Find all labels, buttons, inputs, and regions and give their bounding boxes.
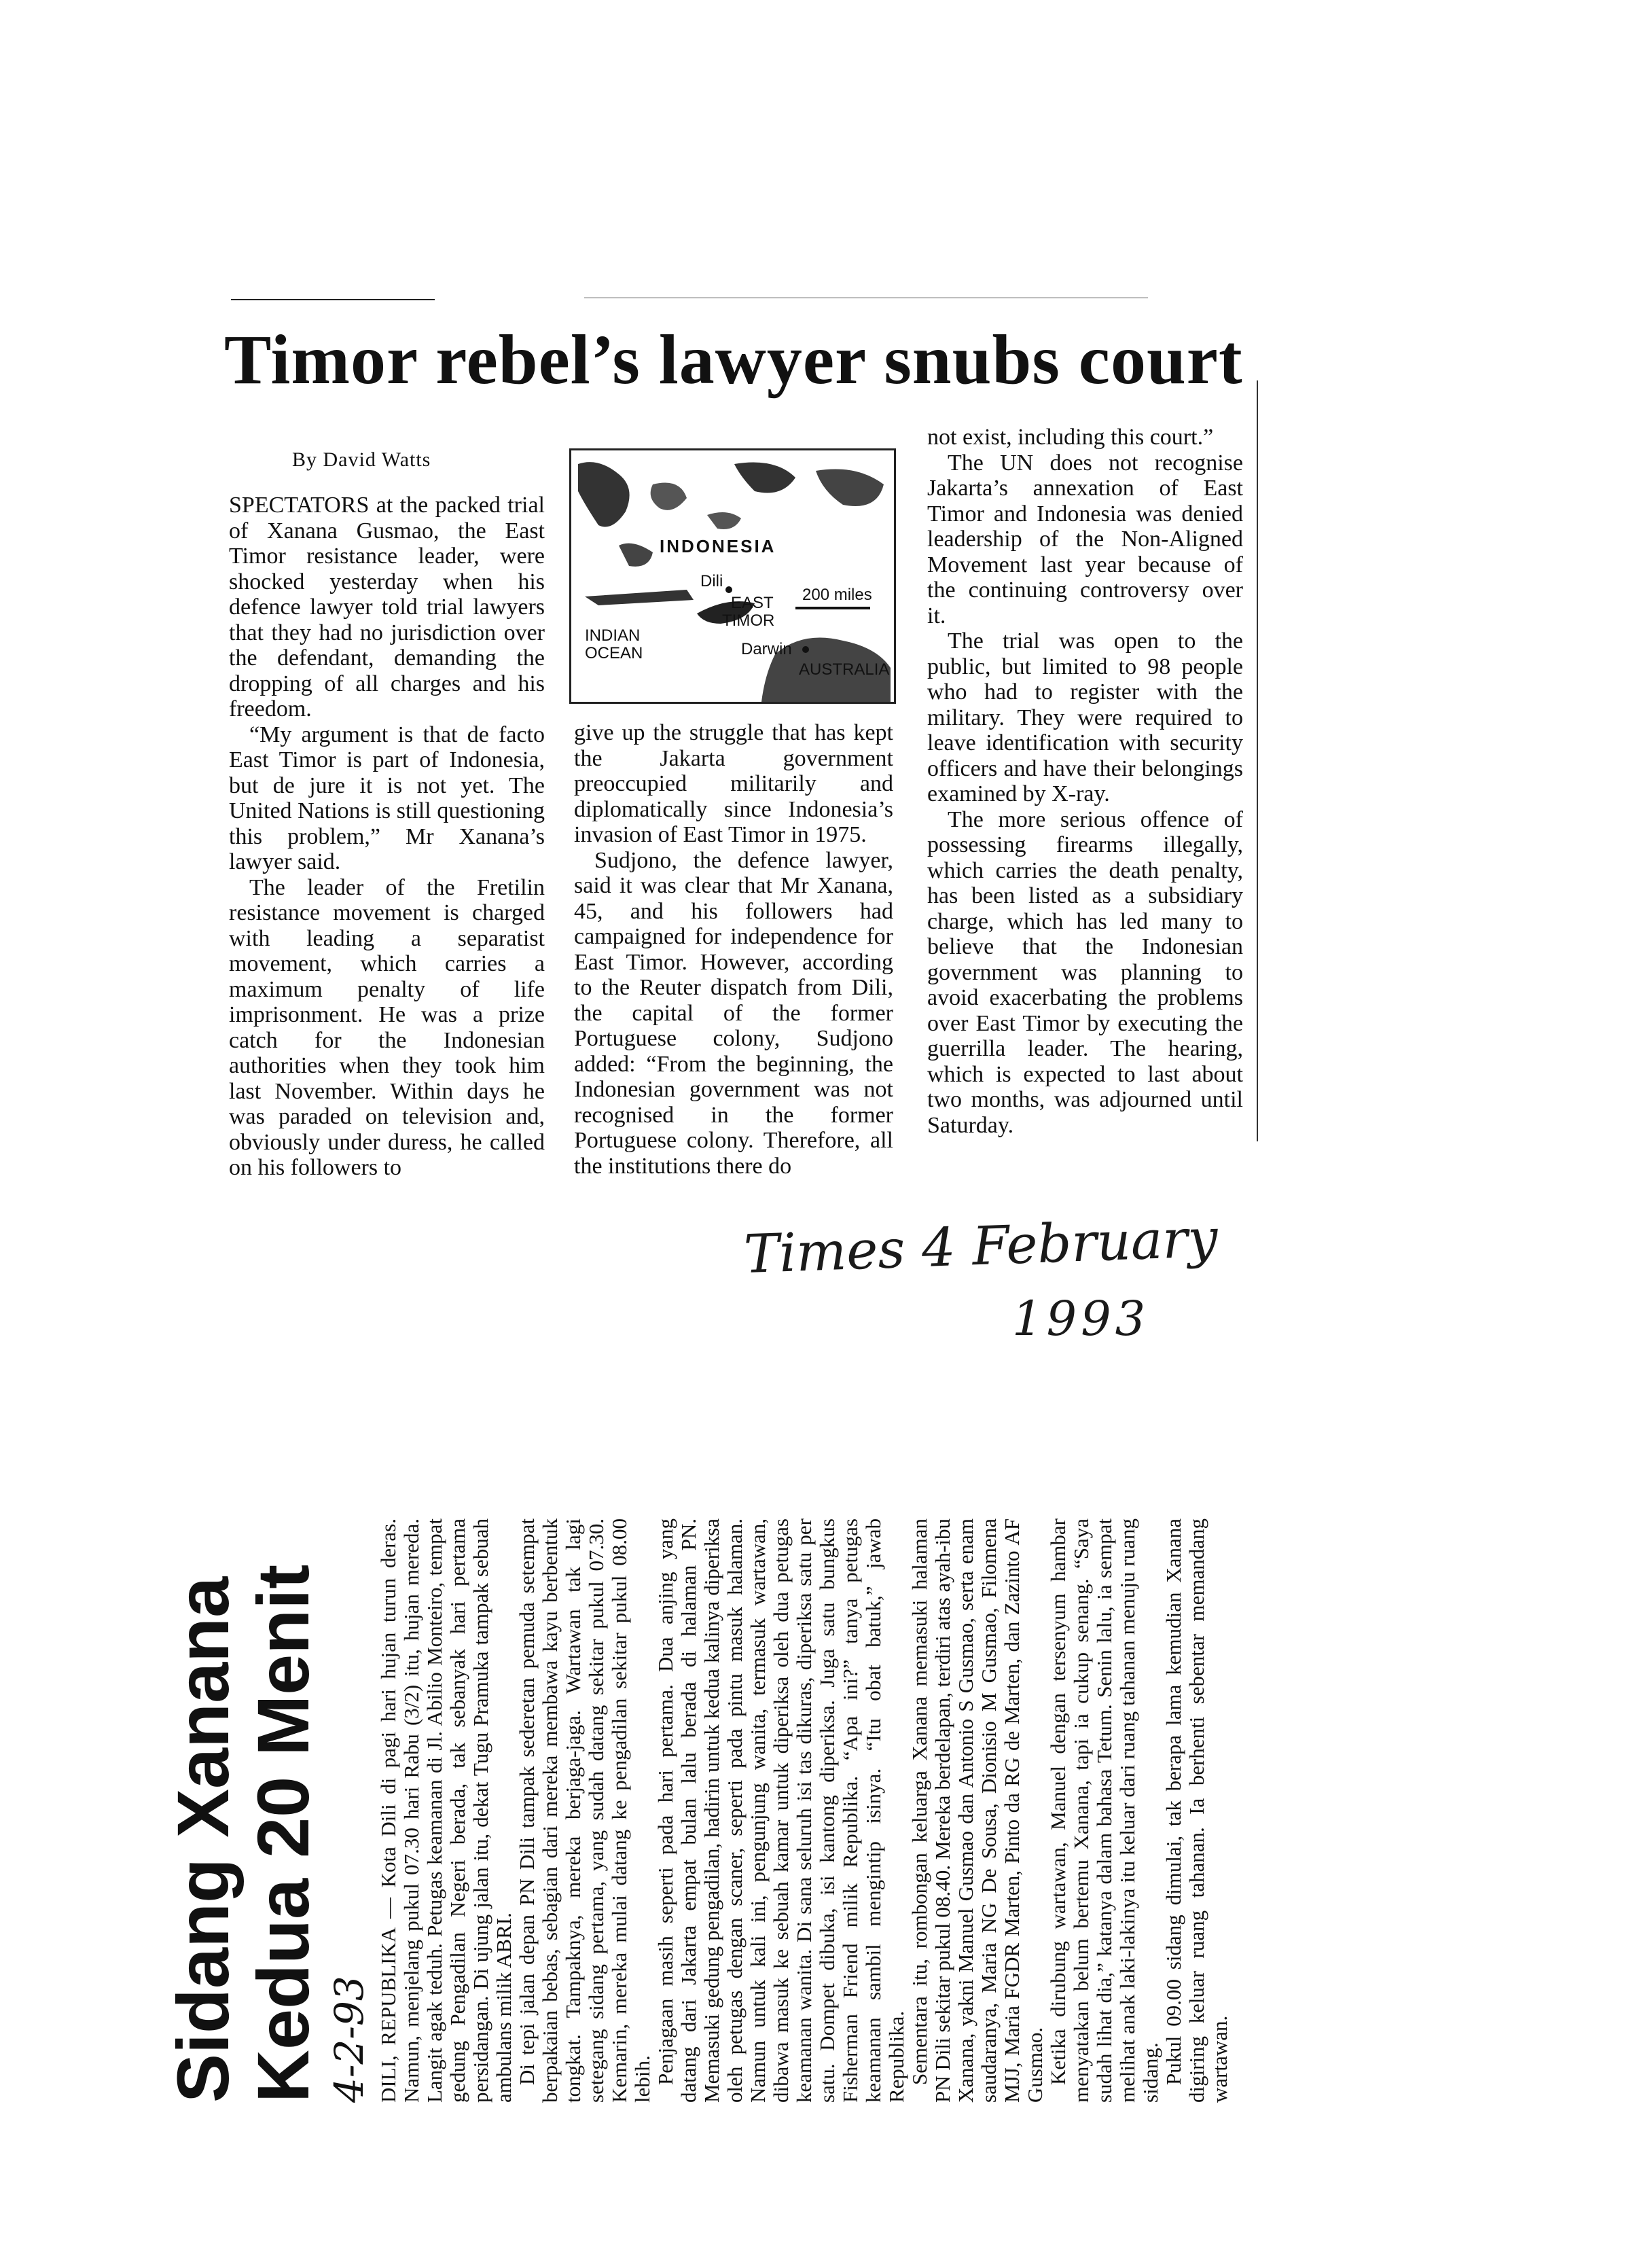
article-paragraph: not exist, including this court.”: [927, 425, 1214, 450]
article-paragraph: The trial was open to the public, but limited to 98 people who had to register with the military. They were required to leave identification with security officers and have their belongings examined by X-ray.: [927, 628, 1243, 806]
clipping-paragraph: Ketika dirubung wartawan, Manuel dengan tersenyum hambar menyatakan belum bertemu Xanana, tapi ia cukup senang. “Saya sudah lihat dia,” katanya dalam bahasa Tetum. Senin lalu, ia sempat melihat anak laki-lakinya itu keluar dari ruang tahanan menuju ruang sidang.: [1046, 1518, 1162, 2103]
republika-clipping-rotated: [163, 1518, 1460, 2103]
clipping-paragraph: Di tepi jalan depan PN Dili tampak sederetan pemuda setempat berpakaian bebas, sebagian dari mereka membawa kayu berbentuk tongkat. Tampaknya, mereka berjaga-jaga. Wartawan tak lagi setegang sidang pertama, yang sudah datang sekitar pukul 07.30. Kemarin, mereka mulai datang ke pengadilan sekitar pukul 08.00 lebih.: [515, 1518, 654, 2103]
map-label-dili: Dili: [700, 572, 723, 590]
article-paragraph: SPECTATORS at the packed trial of Xanana Gusmao, the East Timor resistance leader, were shocked yesterday when his defence lawyer told trial lawyers that they had no jurisdiction over the defendant, demanding the dropping of all charges and his freedom.: [229, 493, 545, 722]
island-shape: [707, 512, 741, 529]
map-label-timor: TIMOR: [722, 611, 775, 630]
article-column-1: [229, 493, 545, 1181]
map-label-darwin: Darwin: [741, 640, 792, 658]
clipping-handwritten-date: 4-2-93: [326, 1976, 372, 2103]
map-label-indian: INDIAN: [585, 626, 641, 645]
map-label-east: EAST: [731, 594, 774, 612]
map-label-scale: 200 miles: [802, 586, 872, 604]
island-shape: [578, 462, 630, 527]
article-column-3: [927, 425, 1243, 1138]
dili-marker: [725, 586, 732, 593]
map-label-ocean: OCEAN: [585, 644, 643, 662]
right-margin-line: [1257, 380, 1258, 1141]
east-timor-map: [569, 448, 896, 704]
clipping-paragraph: Penjagaan masih seperti pada hari pertama. Dua anjing yang datang dari Jakarta empat bulan lalu berada di halaman PN. Memasuki gedung pengadilan, hadirin untuk kedua kalinya diperiksa oleh petugas dengan scaner, seperti pada pintu masuk halaman. Namun untuk kali ini, pengunjung wanita, termasuk wartawan, dibawa masuk ke sebuah kamar untuk diperiksa oleh dua petugas keamanan wanita. Di sana seluruh isi tas dikuras, diperiksa satu per satu. Dompet dibuka, isi kantong diperiksa. Juga satu bungkus Fisherman Friend milik Republika. “Apa ini?” tanya petugas keamanan sambil mengintip isinya. “Itu obat batuk,” jawab Republika.: [653, 1518, 908, 2103]
clipping-title-line-2: Kedua 20 Menit: [242, 1564, 324, 2103]
article-paragraph: The UN does not recognise Jakarta’s annexation of East Timor and Indonesia was denied leadership of the Non-Aligned Movement last year because of the continuing controversy over it.: [927, 450, 1243, 628]
article-paragraph: “My argument is that de facto East Timor is part of Indonesia, but de jure it is not yet. The United Nations is still questioning this problem,” Mr Xanana’s lawyer said.: [229, 722, 545, 874]
map-label-indonesia: INDONESIA: [660, 536, 776, 556]
handwritten-source: Times 4 February: [742, 1207, 1219, 1286]
article-paragraph: give up the struggle that has kept the Jakarta government preoccupied militarily and diplomatically since Indonesia’s invasion of East Timor in 1975.: [574, 720, 893, 847]
island-shape: [816, 469, 884, 507]
darwin-marker: [802, 646, 809, 653]
republika-clipping: [163, 1518, 1460, 2103]
article-paragraph: Sudjono, the defence lawyer, said it was clear that Mr Xanana, 45, and his followers had campaigned for independence for East Timor. However, according to the Reuter dispatch from Dili, the capital of the former Portuguese colony, Sudjono added: “From the beginning, the Indonesian government was not recognised in the former Portuguese colony. Therefore, all the institutions there do: [574, 847, 893, 1179]
handwritten-year: 1993: [1012, 1291, 1150, 1347]
clipping-paragraph: Sementara itu, rombongan keluarga Xanana memasuki halaman PN Dili sekitar pukul 08.40. Mereka berdelapan, terdiri atas ayah-ibu Xanana, yakni Manuel Gusmao dan Antonio S Gusmao, serta enam saudaranya, Maria NG De Sousa, Dionisio M Gusmao, Filomena MJJ, Maria FGDR Marten, Pinto da RG de Marten, dan Zazinto AF Gusmao.: [908, 1518, 1047, 2103]
article-paragraph: The more serious offence of possessing firearms illegally, which carries the death penalty, has been listed as a subsidiary charge, which has led many to believe that the Indonesian government was planning to avoid exacerbating the problems over East Timor by executing the guerrilla leader. The hearing, which is expected to last about two months, was adjourned until Saturday.: [927, 806, 1243, 1138]
map-label-australia: AUSTRALIA: [799, 660, 890, 679]
clipping-title: [163, 1518, 329, 2103]
clipping-paragraph: Pukul 09.00 sidang dimulai, tak berapa lama kemudian Xanana digiring keluar ruang tahanan. Ia berhenti sebentar memandang wartawan.: [1162, 1518, 1232, 2103]
map-graphic: [571, 450, 894, 702]
top-rule-left: [231, 299, 435, 300]
island-shape: [619, 544, 653, 567]
article-byline: By David Watts: [292, 448, 431, 471]
article-headline: Timor rebel’s lawyer snubs court: [224, 321, 1243, 399]
lead-word: SPECTATORS: [229, 493, 370, 518]
article-column-2: [574, 720, 893, 1179]
clipping-title-line-1: Sidang Xanana: [162, 1576, 244, 2103]
island-shape: [651, 483, 687, 510]
island-shape: [734, 463, 795, 493]
clipping-body: [377, 1518, 1437, 2103]
article-paragraph: The leader of the Fretilin resistance movement is charged with leading a separatist movement, which carries a maximum penalty of life imprisonment. He was a prize catch for the Indonesian authorities when they took him last November. Within days he was paraded on television and, obviously under duress, he called on his followers to: [229, 874, 545, 1180]
clipping-paragraph: DILI, REPUBLIKA — Kota Dili di pagi hari hujan turun deras. Namun, menjelang pukul 07.30 hari Rabu (3/2) itu, hujan mereda. Langit agak teduh. Petugas keamanan di Jl. Abilio Monteiro, tempat gedung Pengadilan Negeri berada, tak sebanyak hari pertama persidangan. Di ujung jalan itu, dekat Tugu Pramuka tampak sebuah ambulans milik ABRI.: [376, 1518, 516, 2103]
island-chain: [585, 590, 694, 605]
